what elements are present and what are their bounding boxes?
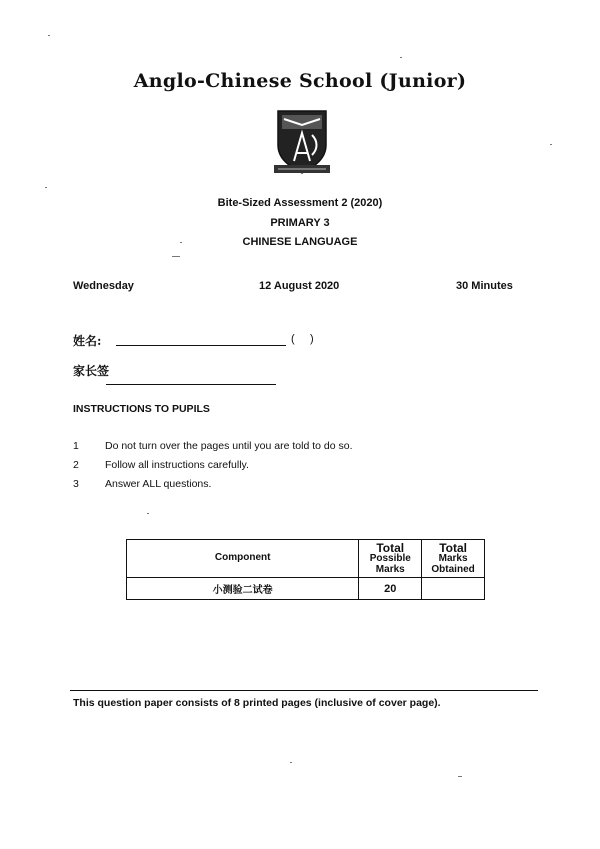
scan-speck [45,187,47,188]
assessment-level: PRIMARY 3 [270,217,330,229]
scan-speck [180,242,182,243]
instruction-text: Follow all instructions carefully. [105,459,249,471]
component-cell: 小测验二试卷 [127,578,359,600]
instructions-heading: INSTRUCTIONS TO PUPILS [73,403,210,415]
instruction-text: Answer ALL questions. [105,478,212,490]
table-row [127,578,485,600]
header-line: Total [376,540,405,555]
scan-speck [172,256,180,257]
header-line: Obtained [431,563,475,575]
scan-speck [290,762,292,763]
scan-speck [147,513,149,514]
scan-speck [458,776,462,777]
exam-day: Wednesday [73,280,134,292]
name-label: 姓名: [73,334,102,348]
name-field-line [116,345,286,346]
total-marks-obtained-header [422,540,485,578]
school-crest-icon [272,107,332,177]
instruction-number: 1 [73,440,79,452]
exam-duration: 30 Minutes [456,280,513,292]
obtained-marks-cell [422,578,485,600]
parent-signature-line [106,384,276,385]
scan-speck [48,35,50,36]
header-line: Total [439,540,467,555]
scan-speck [400,57,402,58]
total-possible-marks-header [359,540,422,578]
assessment-title: Bite-Sized Assessment 2 (2020) [217,197,383,209]
header-line: Marks [438,553,468,565]
marks-table-header-row [127,540,485,578]
school-name: Anglo-Chinese School (Junior) [133,70,467,92]
component-header: Component [127,540,359,578]
footer-divider [70,690,538,691]
parent-signature-label: 家长签 [73,364,110,378]
instruction-text: Do not turn over the pages until you are told to do so. [105,440,353,452]
possible-marks-cell: 20 [359,578,422,600]
scan-speck [550,144,552,145]
footer-note: This question paper consists of 8 printed pages (inclusive of cover page). [73,697,441,709]
instruction-number: 2 [73,459,79,471]
marks-table [126,539,485,600]
assessment-subject: CHINESE LANGUAGE [242,236,358,248]
header-line: Possible [369,553,411,565]
instruction-number: 3 [73,478,79,490]
exam-date: 12 August 2020 [259,280,340,292]
header-line: Marks [375,563,405,575]
class-number-brackets: ( ) [291,333,314,345]
